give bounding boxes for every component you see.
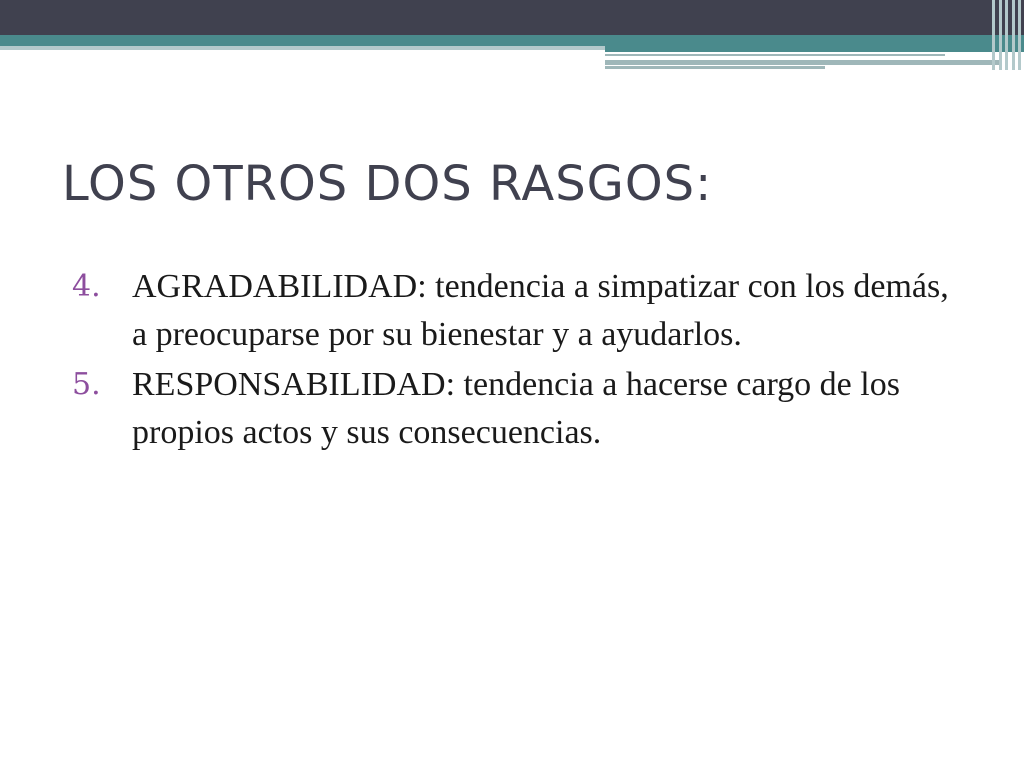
banner-line: [605, 66, 825, 69]
list-item-text: AGRADABILIDAD: tendencia a simpatizar con los demás, a preocuparse por su bienestar y a ayudarlos.: [132, 268, 949, 353]
list-item-number: 4.: [72, 269, 101, 304]
banner-bar: [992, 0, 995, 70]
banner-light-band: [0, 46, 605, 50]
slide-title: LOS OTROS DOS RASGOS:: [62, 156, 713, 212]
banner-vertical-bars: [990, 0, 1024, 70]
banner-bar: [999, 0, 1002, 70]
banner-line: [605, 54, 945, 56]
banner-line: [605, 60, 1000, 65]
banner-step-band: [605, 46, 1024, 52]
banner-bar: [1018, 0, 1021, 70]
header-banner: [0, 0, 1024, 80]
numbered-list: [72, 263, 972, 459]
list-item-number: 5.: [72, 367, 101, 402]
list-item-text: RESPONSABILIDAD: tendencia a hacerse cargo de los propios actos y sus consecuencias.: [132, 366, 900, 451]
banner-bar: [1005, 0, 1008, 70]
list-item: [72, 263, 972, 359]
banner-dark-band: [0, 0, 1024, 35]
banner-teal-band: [0, 35, 1024, 46]
list-item: [72, 361, 972, 457]
banner-bar: [1012, 0, 1015, 70]
